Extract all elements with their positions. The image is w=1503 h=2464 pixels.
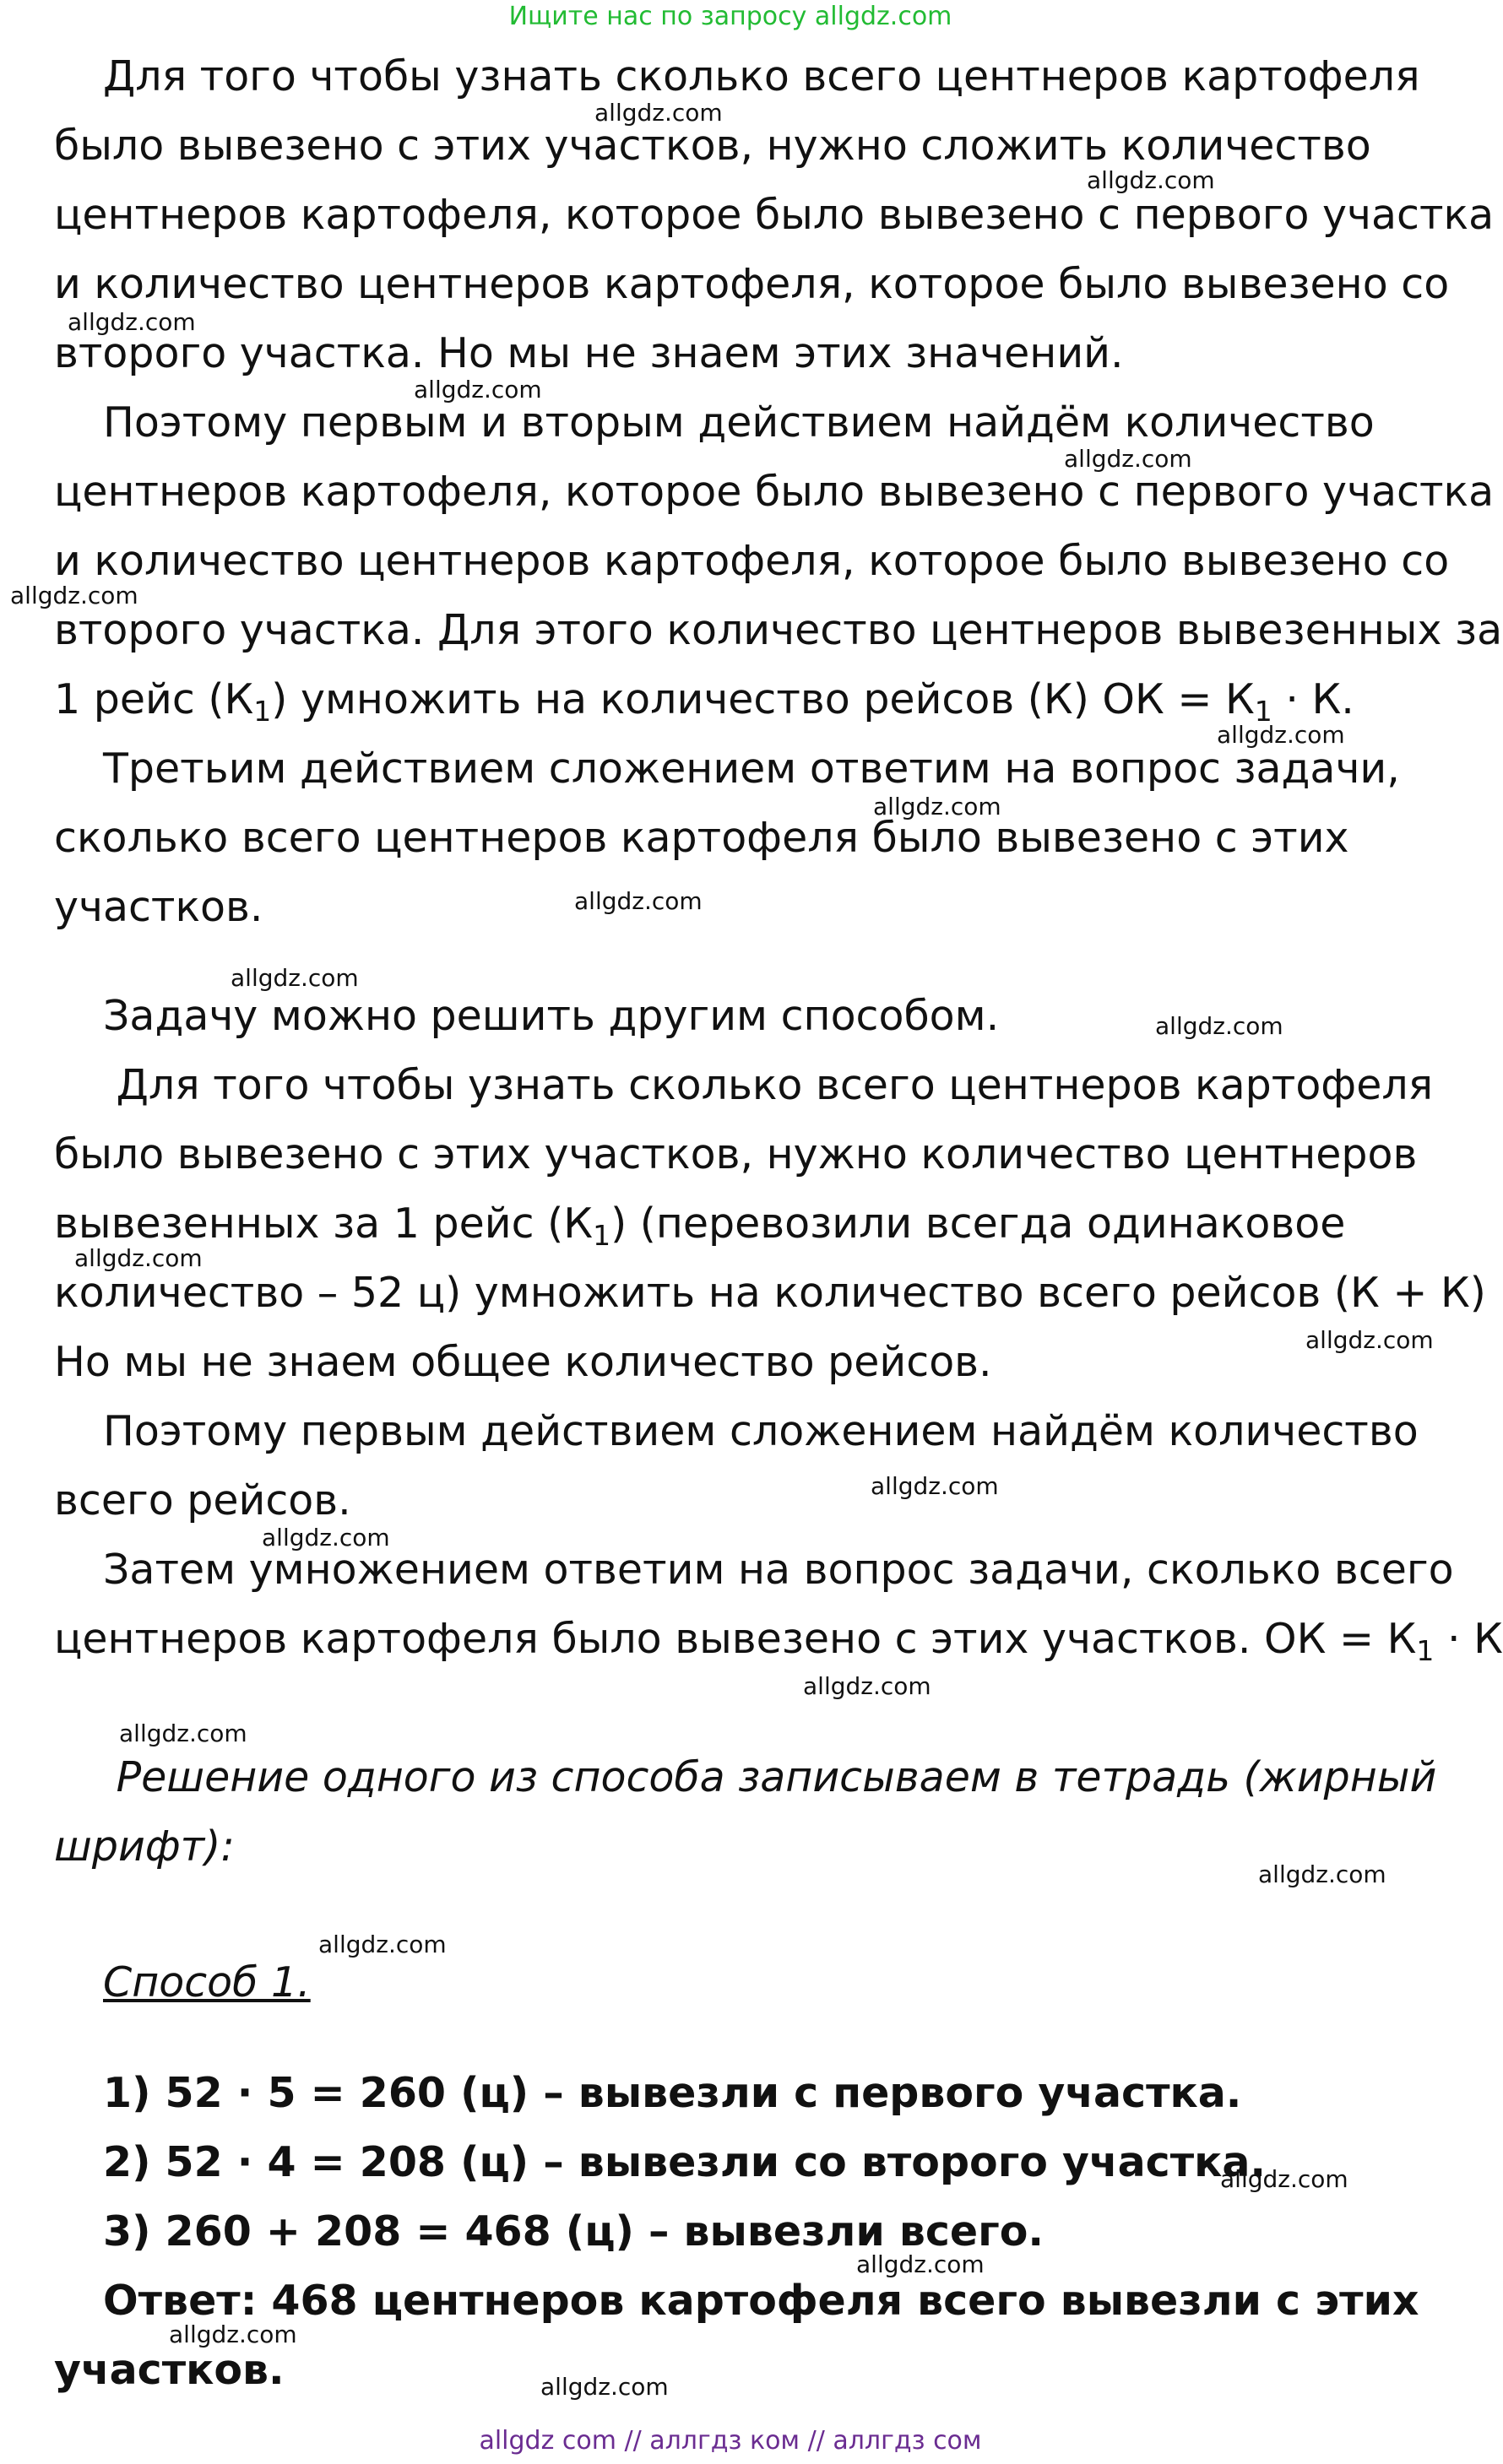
- formula-line: вывезенных за 1 рейс $(К_1)$ (перевозили всегда одинаковое: [54, 1200, 1346, 1252]
- footer-links[interactable]: allgdz com // аллгдз ком // аллгдз сом: [479, 2426, 982, 2456]
- formula-line: центнеров картофеля было вывезено с этих участков. ОК = $К_1 \cdot К$: [54, 1615, 1503, 1667]
- text-line: второго участка. Для этого количество центнеров вывезенных за: [54, 606, 1503, 654]
- text-line: было вывезено с этих участков, нужно сложить количество: [54, 122, 1371, 170]
- text-line: участков.: [54, 883, 263, 931]
- watermark: allgdz.com: [1217, 721, 1345, 749]
- note-line: шрифт):: [54, 1822, 235, 1871]
- watermark: allgdz.com: [871, 1472, 999, 1500]
- text-line: Но мы не знаем общее количество рейсов.: [54, 1338, 992, 1386]
- watermark: allgdz.com: [856, 2250, 985, 2278]
- watermark: allgdz.com: [1305, 1326, 1434, 1354]
- watermark: allgdz.com: [262, 1524, 390, 1552]
- solution-step: 2) 52 · 4 = 208 (ц) – вывезли со второго участка.: [103, 2138, 1267, 2186]
- watermark: allgdz.com: [1064, 445, 1192, 473]
- text-line: и количество центнеров картофеля, которое было вывезено со: [54, 260, 1450, 308]
- watermark: allgdz.com: [574, 887, 703, 915]
- text-line: Поэтому первым и вторым действием найдём количество: [103, 398, 1375, 447]
- watermark: allgdz.com: [1220, 2165, 1348, 2193]
- text-line: сколько всего центнеров картофеля было вывезено с этих: [54, 814, 1349, 862]
- text-line: всего рейсов.: [54, 1476, 351, 1524]
- watermark: allgdz.com: [594, 99, 723, 127]
- text-line: Затем умножением ответим на вопрос задачи, сколько всего: [103, 1546, 1454, 1594]
- watermark: allgdz.com: [318, 1931, 447, 1958]
- watermark: allgdz.com: [119, 1719, 247, 1747]
- watermark: allgdz.com: [1087, 166, 1215, 194]
- watermark: allgdz.com: [68, 308, 196, 336]
- answer-line: Ответ: 468 центнеров картофеля всего вывезли с этих: [103, 2277, 1419, 2325]
- formula-line: 1 рейс $(К_1)$ умножить на количество рейсов (К) ОК = $К_1 \cdot К$.: [54, 675, 1354, 728]
- text-line: центнеров картофеля, которое было вывезено с первого участка: [54, 191, 1495, 239]
- note-line: Решение одного из способа записываем в тетрадь (жирный: [103, 1753, 1437, 1801]
- text-line: Задачу можно решить другим способом.: [103, 992, 1000, 1040]
- watermark: allgdz.com: [231, 964, 359, 992]
- text-line: и количество центнеров картофеля, которое было вывезено со: [54, 537, 1450, 585]
- text-line: Для того чтобы узнать сколько всего центнеров картофеля: [103, 1061, 1434, 1109]
- watermark: allgdz.com: [74, 1244, 203, 1272]
- watermark: allgdz.com: [414, 376, 542, 403]
- solution-step: 1) 52 · 5 = 260 (ц) – вывезли с первого участка.: [103, 2069, 1242, 2117]
- watermark: allgdz.com: [1155, 1012, 1283, 1040]
- answer-line: участков.: [54, 2346, 285, 2394]
- text-line: было вывезено с этих участков, нужно количество центнеров: [54, 1130, 1418, 1178]
- watermark: allgdz.com: [540, 2373, 669, 2401]
- text-line: Для того чтобы узнать сколько всего центнеров картофеля: [103, 52, 1420, 100]
- method-title: Способ 1.: [103, 1958, 311, 2006]
- watermark: allgdz.com: [803, 1672, 931, 1700]
- watermark: allgdz.com: [1258, 1860, 1386, 1888]
- text-line: количество – 52 ц) умножить на количество всего рейсов (К + К): [54, 1269, 1486, 1317]
- watermark: allgdz.com: [10, 582, 138, 609]
- text-line: центнеров картофеля, которое было вывезено с первого участка: [54, 468, 1495, 516]
- text-line: Поэтому первым действием сложением найдём количество: [103, 1407, 1419, 1455]
- solution-step: 3) 260 + 208 = 468 (ц) – вывезли всего.: [103, 2207, 1045, 2256]
- text-line: второго участка. Но мы не знаем этих значений.: [54, 329, 1124, 377]
- watermark: allgdz.com: [873, 793, 1001, 820]
- top-banner[interactable]: Ищите нас по запросу allgdz.com: [508, 2, 952, 31]
- watermark: allgdz.com: [169, 2320, 297, 2348]
- text-line: Третьим действием сложением ответим на вопрос задачи,: [103, 745, 1400, 793]
